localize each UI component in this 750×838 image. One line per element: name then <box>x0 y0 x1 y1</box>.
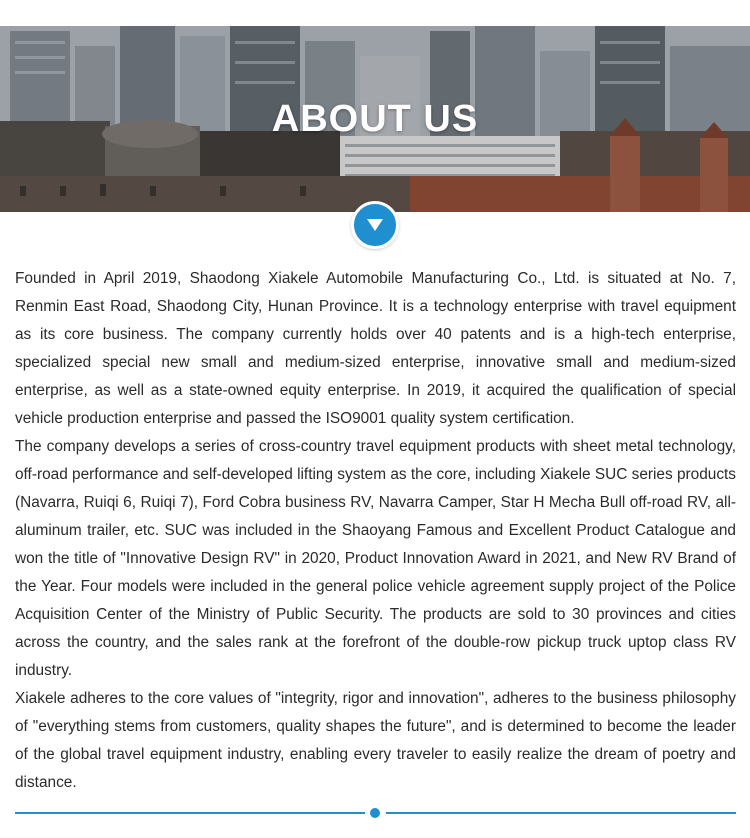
paragraph-history: Founded in April 2019, Shaodong Xiakele Automobile Manufacturing Co., Ltd. is situated at No. 7, Renmin East Road, Shaodong City, Hunan Province. It is a technology enterprise with travel equipment as its core business. The company currently holds over 40 patents and is a high-tech enterprise, specialized special new small and medium-sized enterprise, innovative small and medium-sized enterprise, as well as a state-owned equity enterprise. In 2019, it acquired the qualification of special vehicle production enterprise and passed the ISO9001 quality system certification. <box>15 270 736 427</box>
about-banner <box>0 26 750 212</box>
divider-dot <box>370 808 380 818</box>
chevron-down-icon <box>365 217 385 233</box>
about-text <box>15 265 736 797</box>
paragraph-products: The company develops a series of cross-country travel equipment products with sheet metal technology, off-road performance and self-developed lifting system as the core, including Xiakele SUC series products (Navarra, Ruiqi 6, Ruiqi 7), Ford Cobra business RV, Navarra Camper, Star H Mecha Bull off-road RV, all-aluminum trailer, etc. SUC was included in the Shaoyang Famous and Excellent Product Catalogue and won the title of "Innovative Design RV" in 2020, Product Innovation Award in 2021, and New RV Brand of the Year. Four models were included in the general police vehicle agreement supply project of the Police Acquisition Center of the Ministry of Public Security. The products are sold to 30 provinces and cities across the country, and the sales rank at the forefront of the double-row pickup truck uptop class RV industry. <box>15 438 736 679</box>
section-divider <box>15 806 736 820</box>
scroll-down-button[interactable] <box>351 201 399 249</box>
paragraph-values: Xiakele adheres to the core values of "integrity, rigor and innovation", adheres to the business philosophy of "everything stems from customers, quality shapes the future", and is determined to become the leader of the global travel equipment industry, enabling every traveler to easily realize the dream of poetry and distance. <box>15 690 736 791</box>
divider-line-right <box>386 812 736 814</box>
page-title: ABOUT US <box>271 98 479 140</box>
divider-line-left <box>15 812 365 814</box>
